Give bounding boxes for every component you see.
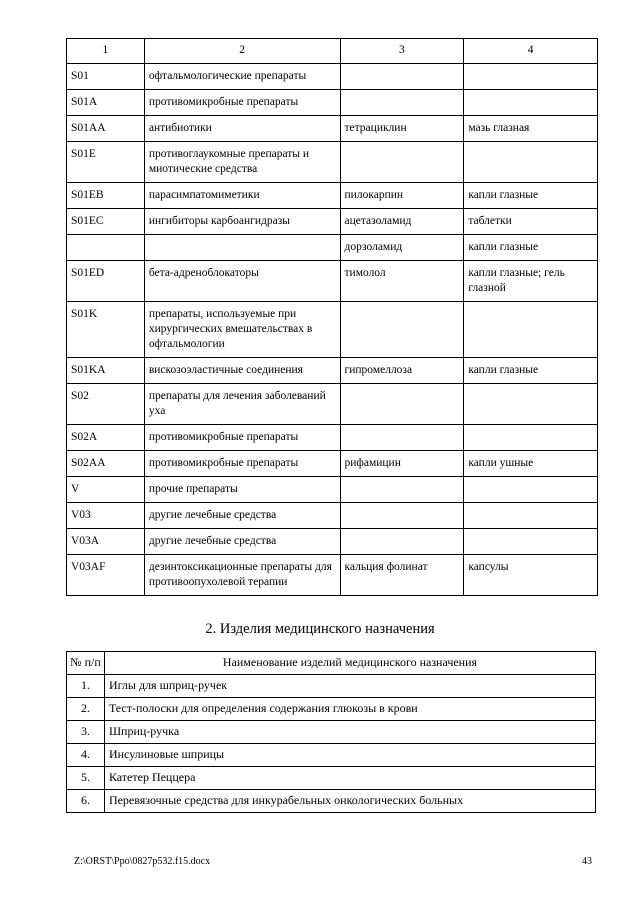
device-name: Перевязочные средства для инкурабельных онкологических больных xyxy=(104,790,595,813)
table-row xyxy=(67,425,598,451)
table-cell: капли глазные xyxy=(464,235,598,261)
table-cell: другие лечебные средства xyxy=(144,503,340,529)
table-cell: рифамицин xyxy=(340,451,464,477)
table-row xyxy=(67,503,598,529)
table-cell xyxy=(464,302,598,358)
table-cell: пилокарпин xyxy=(340,183,464,209)
table-cell: S01E xyxy=(67,142,145,183)
table-row xyxy=(67,183,598,209)
table-cell: S02A xyxy=(67,425,145,451)
table-cell xyxy=(464,384,598,425)
column-header: 4 xyxy=(464,39,598,64)
table-row xyxy=(67,384,598,425)
table-header-row xyxy=(67,39,598,64)
table-row xyxy=(67,142,598,183)
table-row xyxy=(67,675,596,698)
table-cell: парасимпатомиметики xyxy=(144,183,340,209)
table-cell xyxy=(340,529,464,555)
device-name: Тест-полоски для определения содержания глюкозы в крови xyxy=(104,698,595,721)
table-cell: S02AA xyxy=(67,451,145,477)
table-cell: ацетазоламид xyxy=(340,209,464,235)
table-cell: капсулы xyxy=(464,555,598,596)
table-cell: таблетки xyxy=(464,209,598,235)
table-row xyxy=(67,744,596,767)
table-cell: дезинтоксикационные препараты для противоопухолевой терапии xyxy=(144,555,340,596)
table-cell: ингибиторы карбоангидразы xyxy=(144,209,340,235)
row-number: 3. xyxy=(67,721,105,744)
row-number: 1. xyxy=(67,675,105,698)
table-cell: V03A xyxy=(67,529,145,555)
column-header: 1 xyxy=(67,39,145,64)
table-cell xyxy=(340,477,464,503)
device-name: Шприц-ручка xyxy=(104,721,595,744)
drug-table xyxy=(66,38,598,596)
table-cell: дорзоламид xyxy=(340,235,464,261)
table-cell xyxy=(464,425,598,451)
table-cell: капли ушные xyxy=(464,451,598,477)
table-row xyxy=(67,116,598,142)
table-cell: капли глазные; гель глазной xyxy=(464,261,598,302)
table-cell: препараты для лечения заболеваний уха xyxy=(144,384,340,425)
table-cell xyxy=(464,142,598,183)
row-number: 4. xyxy=(67,744,105,767)
row-number: 5. xyxy=(67,767,105,790)
table-cell xyxy=(464,64,598,90)
table-cell: противоглаукомные препараты и миотические средства xyxy=(144,142,340,183)
table-cell: S01KA xyxy=(67,358,145,384)
medical-devices-table xyxy=(66,651,596,813)
table-cell: капли глазные xyxy=(464,358,598,384)
table-cell xyxy=(340,64,464,90)
table-cell: S01 xyxy=(67,64,145,90)
table-cell: S01K xyxy=(67,302,145,358)
table-cell xyxy=(464,503,598,529)
table-cell: S01ED xyxy=(67,261,145,302)
table-cell: V03 xyxy=(67,503,145,529)
table-cell: другие лечебные средства xyxy=(144,529,340,555)
table-cell: вискозоэластичные соединения xyxy=(144,358,340,384)
table-cell: противомикробные препараты xyxy=(144,451,340,477)
table-cell: S01EB xyxy=(67,183,145,209)
table-row xyxy=(67,555,598,596)
table-cell: S01AA xyxy=(67,116,145,142)
table-row xyxy=(67,767,596,790)
table-cell: кальция фолинат xyxy=(340,555,464,596)
table-row xyxy=(67,235,598,261)
column-header: Наименование изделий медицинского назначения xyxy=(104,652,595,675)
table-cell: тетрациклин xyxy=(340,116,464,142)
table-row xyxy=(67,358,598,384)
row-number: 6. xyxy=(67,790,105,813)
table-row xyxy=(67,302,598,358)
table-cell xyxy=(144,235,340,261)
table-cell: гипромеллоза xyxy=(340,358,464,384)
table-row xyxy=(67,64,598,90)
table-cell xyxy=(340,503,464,529)
table-cell: S01EC xyxy=(67,209,145,235)
table-cell xyxy=(340,302,464,358)
column-header: 2 xyxy=(144,39,340,64)
row-number: 2. xyxy=(67,698,105,721)
page-number: 43 xyxy=(582,856,592,867)
table-cell: тимолол xyxy=(340,261,464,302)
table-cell: S01A xyxy=(67,90,145,116)
table-cell: мазь глазная xyxy=(464,116,598,142)
device-name: Иглы для шприц-ручек xyxy=(104,675,595,698)
table-cell: офтальмологические препараты xyxy=(144,64,340,90)
device-name: Катетер Пеццера xyxy=(104,767,595,790)
table-cell xyxy=(464,529,598,555)
table-row xyxy=(67,721,596,744)
table-row xyxy=(67,451,598,477)
column-header: 3 xyxy=(340,39,464,64)
table-cell: V xyxy=(67,477,145,503)
footer-file-path: Z:\ORST\Ppo\0827p532.f15.docx xyxy=(74,856,211,867)
table-row xyxy=(67,209,598,235)
table-cell: противомикробные препараты xyxy=(144,425,340,451)
table-cell: S02 xyxy=(67,384,145,425)
table-row xyxy=(67,90,598,116)
column-header: № п/п xyxy=(67,652,105,675)
table-cell xyxy=(340,384,464,425)
table-cell xyxy=(340,425,464,451)
table-cell: капли глазные xyxy=(464,183,598,209)
device-name: Инсулиновые шприцы xyxy=(104,744,595,767)
table-cell: бета-адреноблокаторы xyxy=(144,261,340,302)
table-row xyxy=(67,790,596,813)
table-row xyxy=(67,477,598,503)
table-cell xyxy=(67,235,145,261)
table-cell xyxy=(340,90,464,116)
table-cell xyxy=(464,90,598,116)
table-cell: препараты, используемые при хирургических вмешательствах в офтальмологии xyxy=(144,302,340,358)
table-row xyxy=(67,261,598,302)
table-cell xyxy=(340,142,464,183)
table-row xyxy=(67,698,596,721)
section-title: 2. Изделия медицинского назначения xyxy=(205,621,435,637)
table-cell: противомикробные препараты xyxy=(144,90,340,116)
table-cell: V03AF xyxy=(67,555,145,596)
table-cell: антибиотики xyxy=(144,116,340,142)
table-row xyxy=(67,529,598,555)
table-header-row xyxy=(67,652,596,675)
table-cell: прочие препараты xyxy=(144,477,340,503)
table-cell xyxy=(464,477,598,503)
